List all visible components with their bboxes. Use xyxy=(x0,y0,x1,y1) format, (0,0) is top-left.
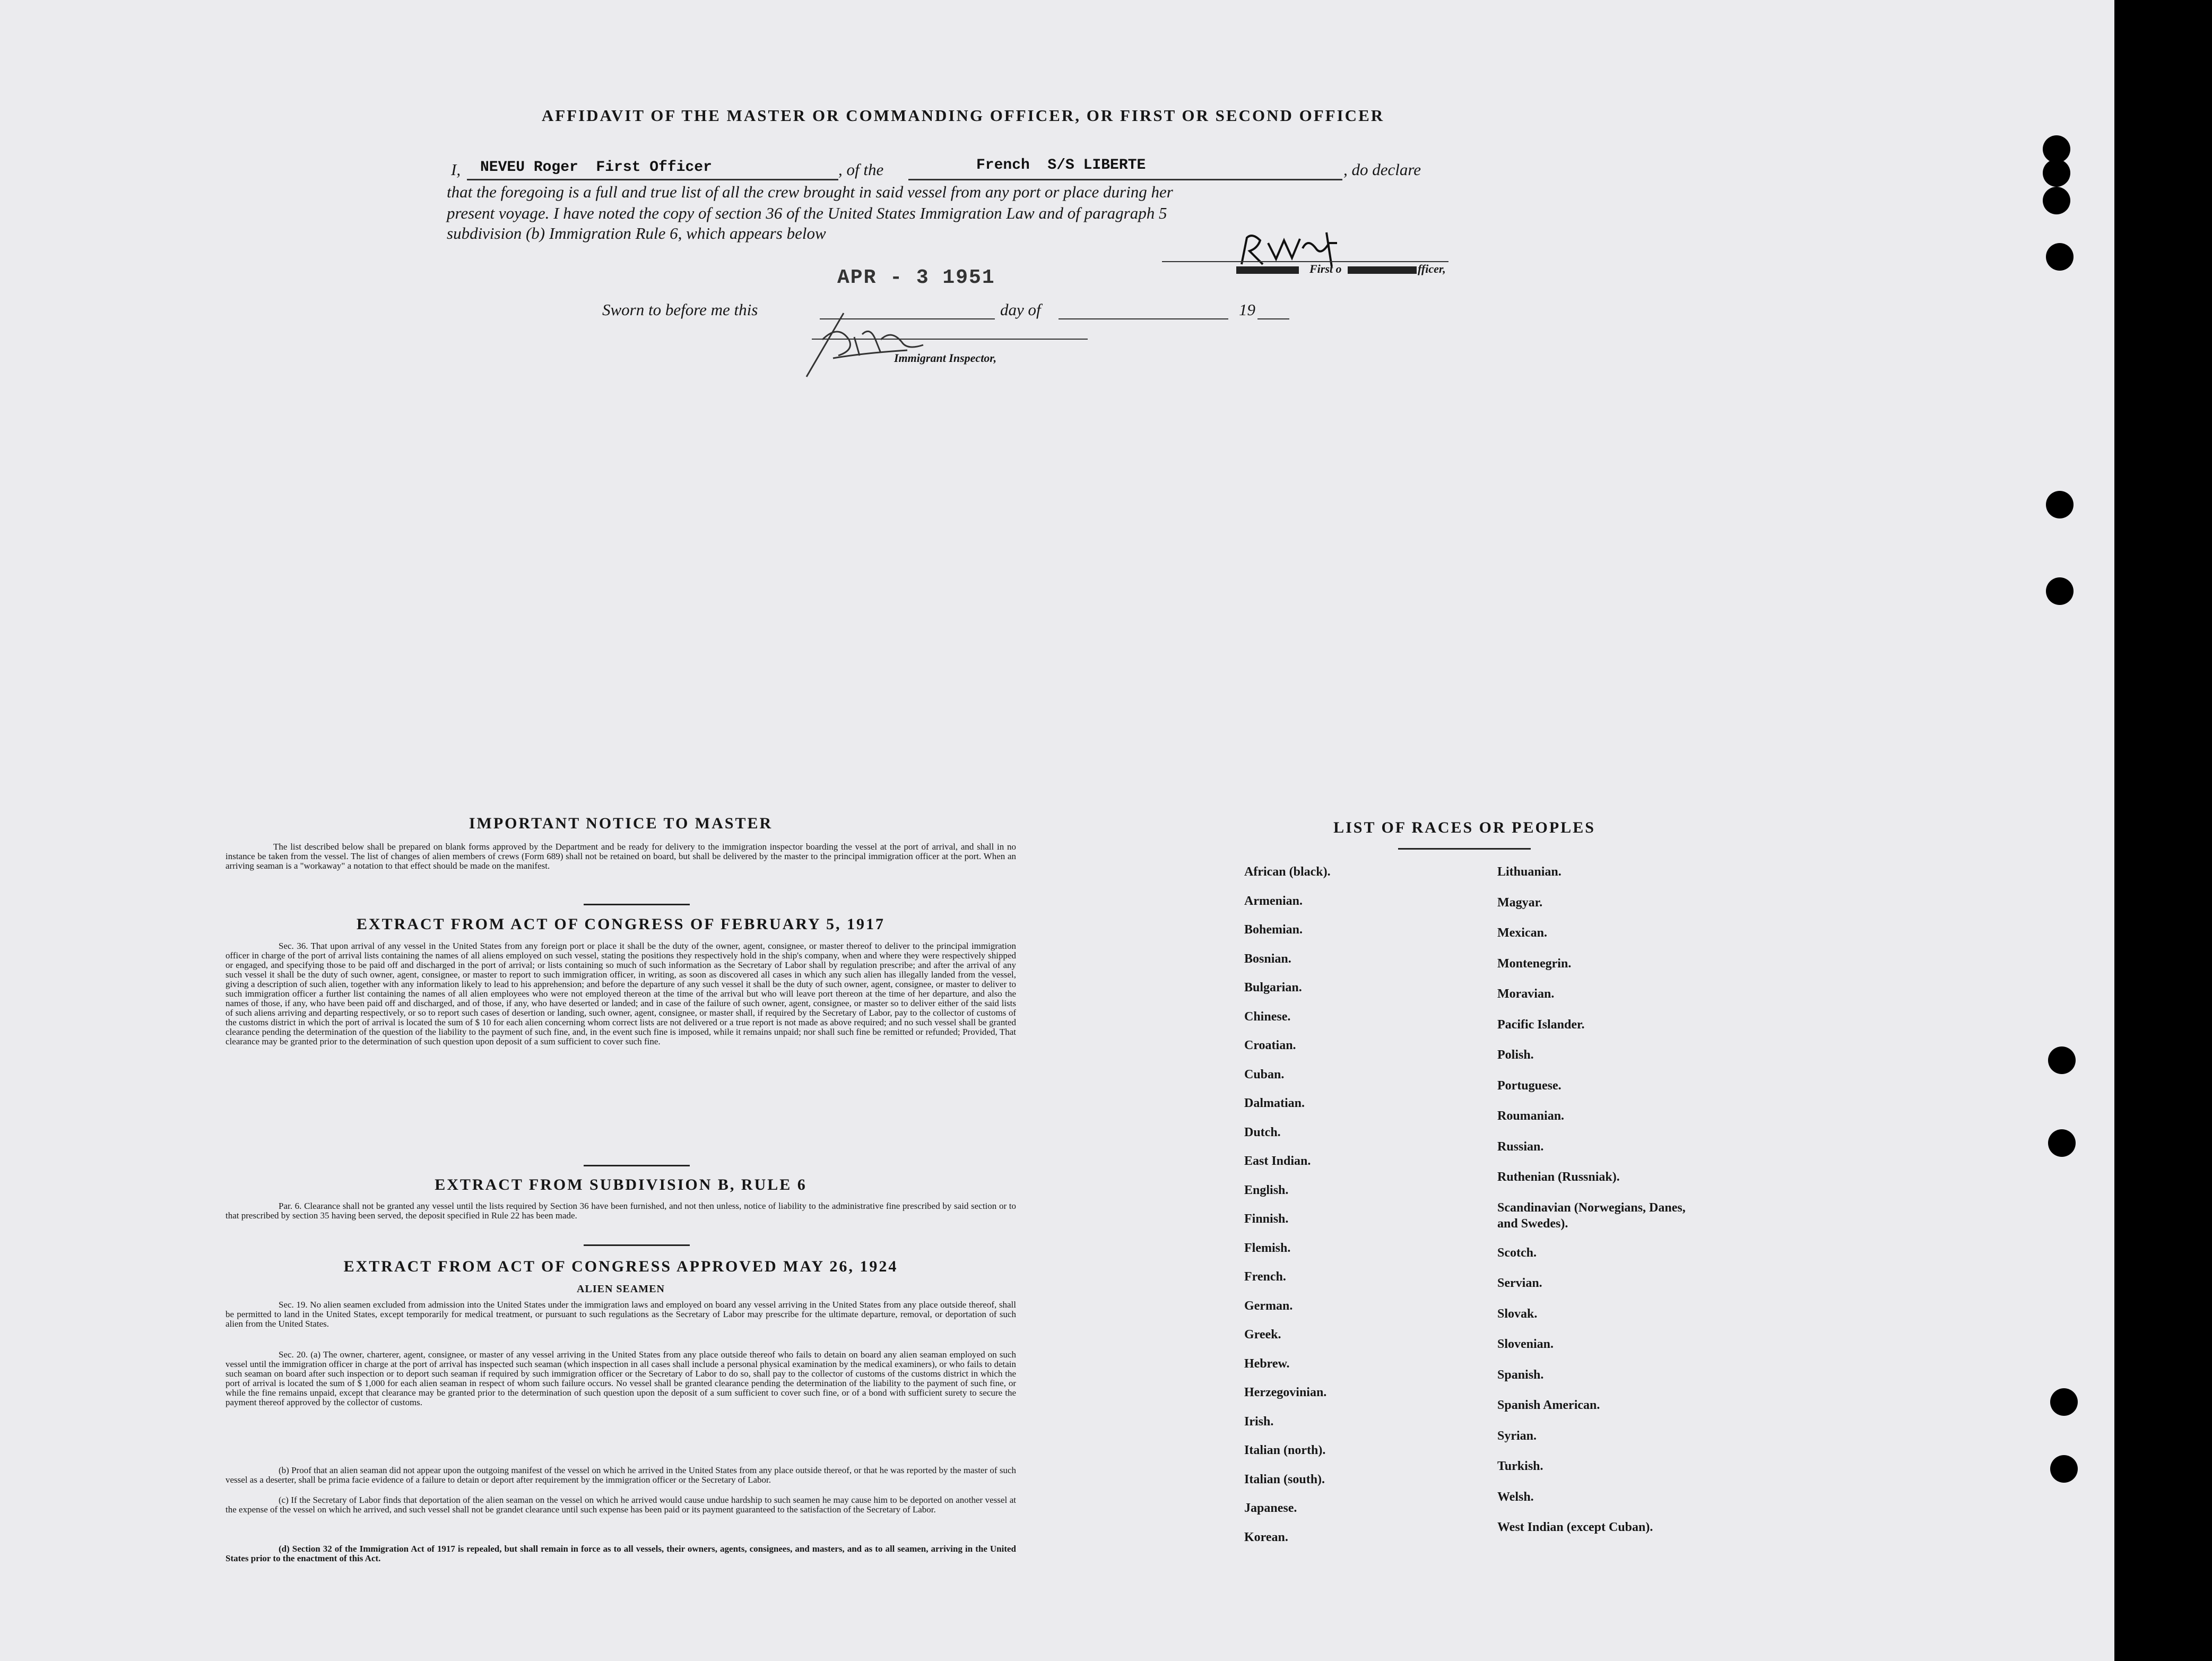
race-item: Irish. xyxy=(1244,1414,1274,1429)
race-item: Croatian. xyxy=(1244,1039,1296,1052)
sworn-month-line xyxy=(1059,318,1228,319)
extract-1924-sec20b: (b) Proof that an alien seaman did not appear upon the outgoing manifest of the vessel on which he arrived in the United States from any place outside thereof, or that he was reported by the master of such vessel as a deserter, shall be prima facie evidence of a failure to detain or deport after requirement by the immigration officer or the Secretary of Labor. xyxy=(225,1465,1016,1485)
punch-hole xyxy=(2050,1455,2078,1483)
race-item: Hebrew. xyxy=(1244,1356,1290,1371)
struck-title-2 xyxy=(1348,266,1417,274)
race-item: Finnish. xyxy=(1244,1212,1289,1226)
notice-body: The list described below shall be prepared on blank forms approved by the Department and be ready for delivery to the immigration inspector boarding the vessel at the port of arrival, and shall in no instance be taken from the vessel. The list of changes of alien members of crews (Form 689) shall not be retained on board, but shall be delivered by the master to the principal immigration officer at the port. When an arriving seaman is a "workaway" a notation to that effect should be made on the manifest. xyxy=(225,842,1016,871)
day-of-text: day of xyxy=(1000,300,1041,319)
race-item: West Indian (except Cuban). xyxy=(1497,1520,1653,1534)
notice-title: IMPORTANT NOTICE TO MASTER xyxy=(469,815,773,832)
divider xyxy=(584,1165,690,1166)
race-item: Dutch. xyxy=(1244,1125,1281,1139)
race-item: Servian. xyxy=(1497,1276,1542,1290)
race-item: Welsh. xyxy=(1497,1490,1534,1504)
punch-hole xyxy=(2050,1388,2078,1416)
extract-1917-body: Sec. 36. That upon arrival of any vessel in the United States from any foreign port or place it shall be the duty of the owner, agent, consignee, or master thereof to deliver to the principal immigration officer in charge of the port of arrival lists containing the names of all aliens employed on such vessel, stating the positions they respectively hold in the ship's company, when and where they were respectively shipped or engaged, and specifying those to be paid off and discharged in the port of arrival; or lists containing so much of such information as the Secretary of Labor shall by regulation prescribe; and after the arrival of any such vessel it shall be the duty of such owner, agent, consignee, or master to report to such immigration officer, in writing, as soon as discovered all cases in which any such alien has illegally landed from the vessel, giving a description of such alien, together with any information likely to lead to his apprehension; and before the departure of any such vessel it shall be the duty of such owner, agent, consignee, or master to deliver to such immigration officer a further list containing the names of all alien employees who were not employed thereon at the time of the arrival but who will leave port thereon at the time of her departure, and also the names of those, if any, who have been paid off and discharged, and of those, if any, who have deserted or landed; and in case of the failure of such owner, agent, consignee, or master so to deliver either of the said lists of such aliens arriving and departing respectively, or so to report such cases of desertion or landing, such owner, agent, consignee, or master shall, if required by the Secretary of Labor, pay to the collector of customs of the customs district in which the port of arrival is located the sum of $ 10 for each alien concerning whom correct lists are not delivered or a true report is not made as above required; and no such vessel shall be granted clearance pending the determination of the question of the liability to the payment of such fine, and, in the event such fine is imposed, while it remains unpaid; nor shall such fine be remitted or refunded; Provided, That clearance may be granted prior to the determination of such question upon deposit of a sum sufficient to cover such fine. xyxy=(225,941,1016,1046)
extract-1924-sec20c: (c) If the Secretary of Labor finds that deportation of the alien seaman on the vessel on which he arrived would cause undue hardship to such seamen he may cause him to be deported on another vessel at the expense of the vessel on which he arrived, and such vessel shall not be grandet clearance until such expense has been paid or its payment guaranteed to the satisfaction of the Secretary of Labor. xyxy=(225,1495,1016,1515)
extract-1917-title: EXTRACT FROM ACT OF CONGRESS OF FEBRUARY 5, 1917 xyxy=(356,915,886,933)
race-item: Polish. xyxy=(1497,1048,1534,1062)
race-item: Montenegrin. xyxy=(1497,956,1572,971)
punch-hole xyxy=(2043,159,2070,187)
race-item: Japanese. xyxy=(1244,1501,1297,1515)
race-item: Italian (north). xyxy=(1244,1443,1326,1457)
race-item: Spanish. xyxy=(1497,1368,1544,1382)
race-item: Bulgarian. xyxy=(1244,981,1302,994)
race-item: Bohemian. xyxy=(1244,923,1303,937)
struck-title-1 xyxy=(1236,266,1299,274)
affidavit-line3: present voyage. I have noted the copy of section 36 of the United States Immigration Law and of paragraph 5 xyxy=(447,204,1167,222)
officer-caption-right: fficer, xyxy=(1418,262,1446,275)
race-item: Armenian. xyxy=(1244,894,1303,908)
punch-hole xyxy=(2043,187,2070,214)
race-item: Korean. xyxy=(1244,1530,1288,1544)
vessel-name-field: French S/S LIBERTE xyxy=(976,157,1146,174)
affidavit-line2: that the foregoing is a full and true list of all the crew brought in said vessel from any port or place during her xyxy=(447,183,1173,201)
race-item: African (black). xyxy=(1244,865,1331,879)
divider xyxy=(584,904,690,905)
race-item: Chinese. xyxy=(1244,1009,1291,1024)
race-item: Dalmatian. xyxy=(1244,1096,1305,1110)
race-item: Magyar. xyxy=(1497,895,1543,910)
extract-1924-title: EXTRACT FROM ACT OF CONGRESS APPROVED MAY 26, 1924 xyxy=(343,1258,898,1275)
sworn-text: Sworn to before me this xyxy=(602,300,758,319)
race-item: English. xyxy=(1244,1183,1289,1197)
race-item: Slovenian. xyxy=(1497,1337,1554,1351)
race-item: Scandinavian (Norwegians, Danes, and Swedes). xyxy=(1497,1200,1686,1231)
divider xyxy=(1398,848,1531,850)
extract-1924-sec19: Sec. 19. No alien seamen excluded from admission into the United States under the immigration laws and employed on board any vessel arriving in the United States from any place outside thereof, shall be permitted to land in the United States, except temporarily for medical treatment, or pursuant to such regulations as the Secretary of Labor may prescribe for the ultimate departure, removal, or deportation of such alien from the United States. xyxy=(225,1300,1016,1329)
officer-caption-left: First o xyxy=(1309,262,1342,275)
race-item: Russian. xyxy=(1497,1139,1544,1154)
race-item: Lithuanian. xyxy=(1497,865,1562,879)
extract-1924-sec20d: (d) Section 32 of the Immigration Act of 1917 is repealed, but shall remain in force as to all vessels, their owners, agents, consignees, and masters, and as to all seamen, arriving in the United States prior to the enactment of this Act. xyxy=(225,1544,1016,1563)
race-item: Cuban. xyxy=(1244,1067,1285,1082)
race-item: Slovak. xyxy=(1497,1307,1538,1321)
punch-hole xyxy=(2046,243,2074,271)
race-item: Italian (south). xyxy=(1244,1472,1325,1486)
extract-rule6-body: Par. 6. Clearance shall not be granted any vessel until the lists required by Section 36 have been furnished, and not then unless, notice of liability to the administrative fine prescribed by said section or to that prescribed by section 35 having been served, the deposit specified in Rule 22 has been made. xyxy=(225,1201,1016,1221)
race-item: Pacific Islander. xyxy=(1497,1017,1585,1032)
affidavit-line4: subdivision (b) Immigration Rule 6, which appears below xyxy=(447,224,826,243)
race-item: Bosnian. xyxy=(1244,951,1291,966)
officer-name-underline xyxy=(467,179,838,180)
race-item: Mexican. xyxy=(1497,926,1547,940)
punch-hole xyxy=(2046,577,2074,605)
race-item: Moravian. xyxy=(1497,987,1555,1001)
affidavit-do-declare: , do declare xyxy=(1343,160,1421,179)
race-item: Greek. xyxy=(1244,1328,1281,1342)
inspector-caption: Immigrant Inspector, xyxy=(894,351,997,365)
race-item: German. xyxy=(1244,1299,1293,1313)
affidavit-of-the: , of the xyxy=(838,160,884,179)
year-prefix: 19 xyxy=(1239,300,1255,319)
race-item: Spanish American. xyxy=(1497,1398,1600,1412)
races-title: LIST OF RACES OR PEOPLES xyxy=(1333,819,1595,836)
extract-rule6-title: EXTRACT FROM SUBDIVISION B, RULE 6 xyxy=(435,1176,807,1193)
vessel-name-underline xyxy=(908,179,1342,180)
affidavit-line1-prefix: I, xyxy=(451,160,461,179)
punch-hole xyxy=(2048,1129,2076,1157)
race-item: Syrian. xyxy=(1497,1429,1537,1443)
race-item: French. xyxy=(1244,1270,1286,1284)
inspector-signature xyxy=(801,308,992,382)
race-item: Ruthenian (Russniak). xyxy=(1497,1170,1620,1184)
officer-signature-line xyxy=(1162,261,1448,262)
date-stamp: APR - 3 1951 xyxy=(837,266,995,289)
race-item: Flemish. xyxy=(1244,1241,1291,1255)
extract-1924-sec20a: Sec. 20. (a) The owner, charterer, agent, consignee, or master of any vessel arriving in the United States from any place outside thereof who fails to detain on board any alien seaman employed on such vessel until the immigration officer in charge at the port of arrival has inspected such seaman (which inspection in all cases shall include a personal physical examination by the medical examiners), or who fails to detain such seaman on board after such inspection or to deport such seaman if required by such immigration officer or the Secretary of Labor to do so, shall pay to the collector of customs of the customs district in which the port of arrival is located the sum of $ 1,000 for each alien seaman in respect of whom such failure occurs. No vessel shall be granted clearance pending the determination of the liability to the payment of such fine, or while the fine remains unpaid, except that clearance may be granted prior to the determination of such question upon the deposit of a sum sufficient to cover such fine, or of a bond with sufficient surety to secure the payment thereof approved by the collector of customs. xyxy=(225,1349,1016,1407)
divider xyxy=(584,1244,690,1246)
race-item: Scotch. xyxy=(1497,1245,1537,1260)
race-item: Herzegovinian. xyxy=(1244,1386,1327,1399)
punch-hole xyxy=(2048,1046,2076,1074)
race-item: Turkish. xyxy=(1497,1459,1543,1473)
alien-seamen-subtitle: ALIEN SEAMEN xyxy=(577,1283,665,1295)
officer-name-field: NEVEU Roger First Officer xyxy=(480,159,712,176)
race-item: Roumanian. xyxy=(1497,1109,1565,1123)
race-item: East Indian. xyxy=(1244,1154,1311,1168)
inspector-signature-line xyxy=(812,339,1088,340)
punch-hole xyxy=(2046,491,2074,518)
affidavit-title: AFFIDAVIT OF THE MASTER OR COMMANDING OFFICER, OR FIRST OR SECOND OFFICER xyxy=(541,106,1385,125)
race-item: Portuguese. xyxy=(1497,1078,1562,1093)
sworn-year-line xyxy=(1257,318,1289,319)
